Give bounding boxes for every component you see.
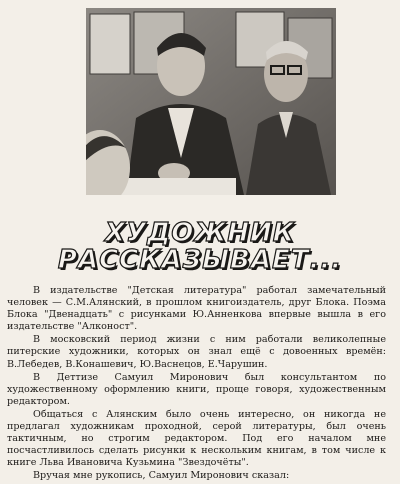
paragraph-3: В Деттизе Самуил Миронович был консультантом по художественному оформлению книги, проще говоря, художественным редактором. <box>7 371 386 407</box>
paragraph-4: Общаться с Алянским было очень интересно, он никогда не предлагал художникам проходной, серой литературы, был очень тактичным, но строгим редактором. Под его началом мне посчастливилось сделать рисунки к нескольким книгам, в том числе к книге Льва Ивановича Кузьмина "Звездочёты". <box>7 408 386 469</box>
headline-line-1: ХУДОЖНИК <box>105 218 295 248</box>
headline-line-2: РАССКАЗЫВАЕТ... <box>57 245 343 275</box>
article-photo <box>86 8 336 195</box>
paragraph-2: В московский период жизни с ним работали великолепные питерские художники, которых он знал ещё с довоенных времён: В.Лебедев, В.Конашевич, Ю.Васнецов, Е.Чарушин. <box>7 334 386 370</box>
article-body <box>7 285 386 484</box>
paragraph-5: Вручая мне рукопись, Самуил Миронович сказал: <box>33 470 290 482</box>
photo-image <box>86 8 336 195</box>
paragraph-1: В издательстве "Детская литература" работал замечательный человек — С.М.Алянский, в прошлом книгоиздатель, друг Блока. Поэма Блока "Двенадцать" с рисунками Ю.Анненкова впервые вышла в его издательстве "Алконост". <box>7 285 386 333</box>
